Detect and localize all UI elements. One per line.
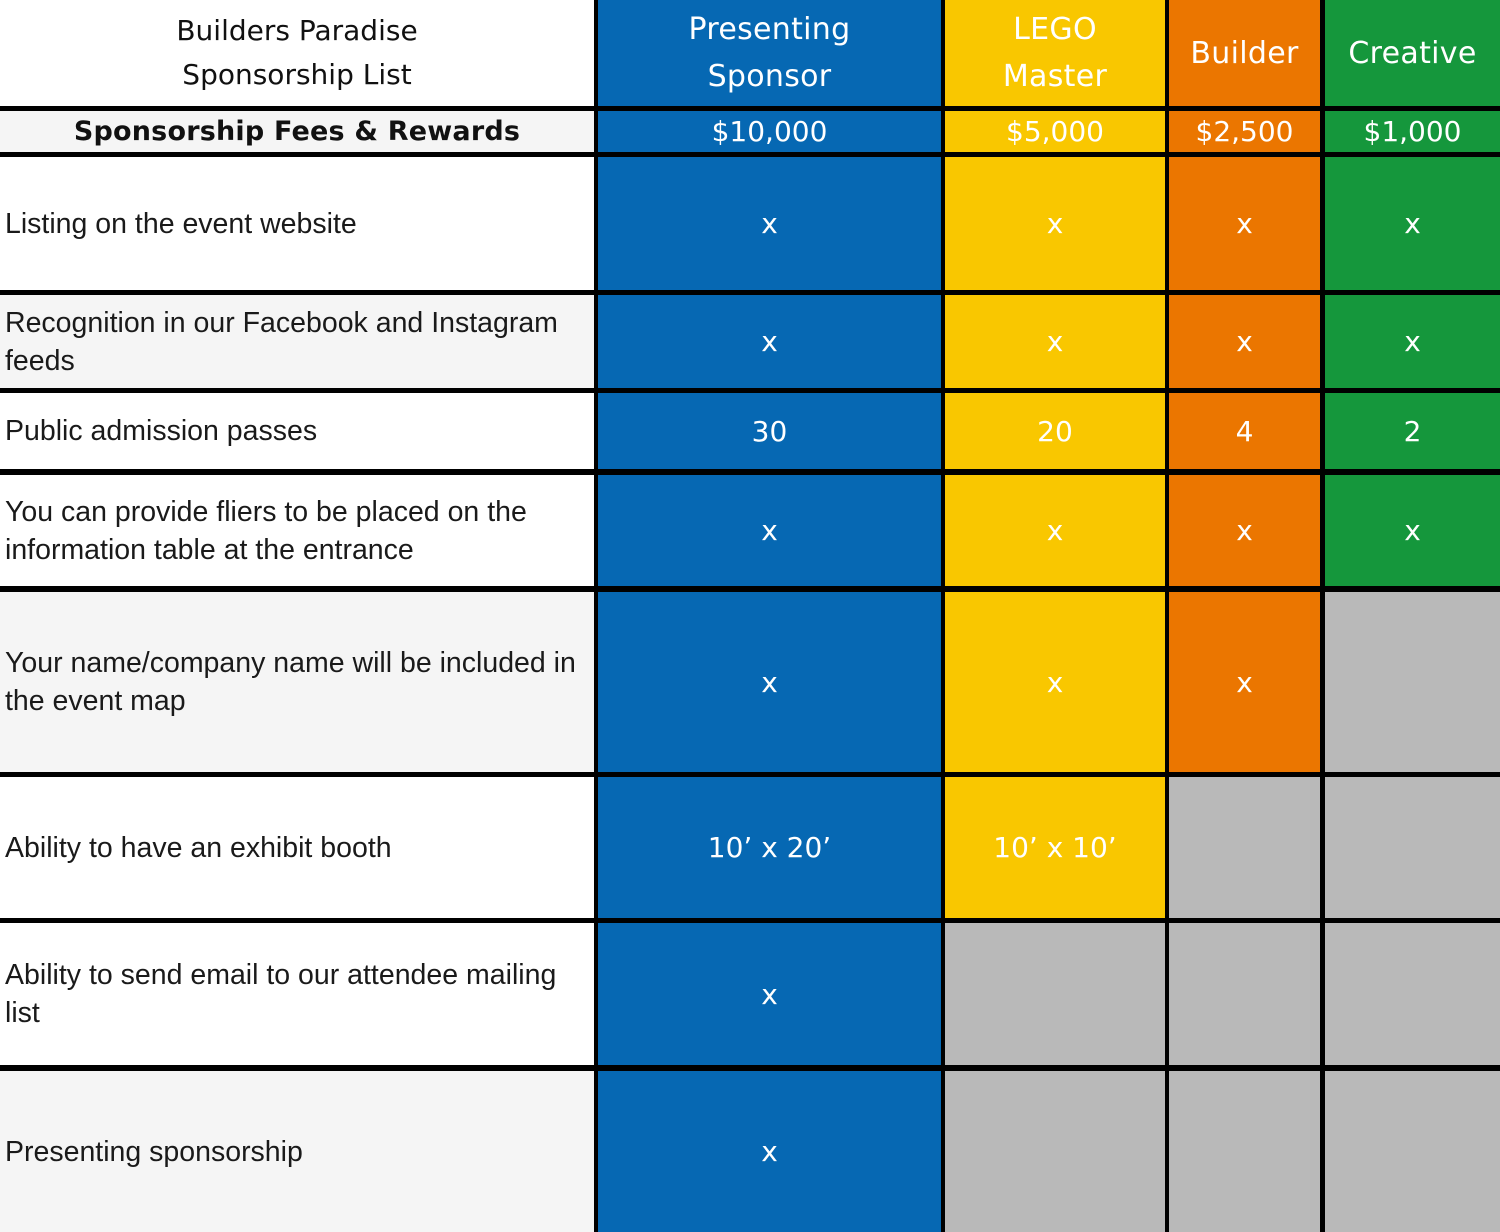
benefit-cell: x <box>598 592 941 772</box>
tier-price-presenting: $10,000 <box>598 111 941 152</box>
tier-header-lego-master <box>945 0 1165 106</box>
feature-label: Presenting sponsorship <box>0 1071 594 1232</box>
benefit-cell: x <box>945 295 1165 388</box>
benefit-cell: x <box>1325 295 1500 388</box>
benefit-cell: 20 <box>945 393 1165 469</box>
benefit-cell: x <box>945 592 1165 772</box>
unavailable-cell <box>1325 1071 1500 1232</box>
benefit-cell: x <box>598 1071 941 1232</box>
tier-price-builder: $2,500 <box>1169 111 1320 152</box>
tier-name-line-2: Sponsor <box>707 59 832 94</box>
unavailable-cell <box>945 1071 1165 1232</box>
feature-label: Ability to have an exhibit booth <box>0 777 594 918</box>
benefit-cell: x <box>598 157 941 290</box>
feature-label: Ability to send email to our attendee mailing list <box>0 923 594 1065</box>
benefit-cell: x <box>1325 475 1500 586</box>
benefit-cell: x <box>1169 157 1320 290</box>
benefit-cell: 30 <box>598 393 941 469</box>
fees-label: Sponsorship Fees & Rewards <box>0 111 594 152</box>
unavailable-cell <box>1169 923 1320 1065</box>
tier-header-presenting <box>598 0 941 106</box>
feature-label: Public admission passes <box>0 393 594 469</box>
tier-price-creative: $1,000 <box>1325 111 1500 152</box>
title-line-1: Builders Paradise <box>176 14 418 47</box>
unavailable-cell <box>1325 777 1500 918</box>
feature-label: Recognition in our Facebook and Instagram feeds <box>0 295 594 388</box>
benefit-cell: x <box>945 157 1165 290</box>
tier-name-line-2: Master <box>1002 59 1108 94</box>
tier-header-builder <box>1169 0 1320 106</box>
benefit-cell: x <box>1169 475 1320 586</box>
benefit-cell: x <box>1169 295 1320 388</box>
benefit-cell: x <box>945 475 1165 586</box>
benefit-cell: x <box>598 295 941 388</box>
benefit-cell: x <box>598 923 941 1065</box>
tier-header-creative <box>1325 0 1500 106</box>
benefit-cell: 4 <box>1169 393 1320 469</box>
benefit-cell: 2 <box>1325 393 1500 469</box>
unavailable-cell <box>1325 923 1500 1065</box>
unavailable-cell <box>1325 592 1500 772</box>
tier-name: Builder <box>1190 35 1299 71</box>
tier-name: Creative <box>1348 35 1477 71</box>
unavailable-cell <box>1169 1071 1320 1232</box>
tier-name-line-1: Presenting <box>688 12 851 47</box>
benefit-cell: 10’ x 10’ <box>945 777 1165 918</box>
unavailable-cell <box>945 923 1165 1065</box>
benefit-cell: x <box>1325 157 1500 290</box>
feature-label: You can provide fliers to be placed on the information table at the entrance <box>0 475 594 586</box>
benefit-cell: x <box>598 475 941 586</box>
tier-price-lego-master: $5,000 <box>945 111 1165 152</box>
unavailable-cell <box>1169 777 1320 918</box>
table-title <box>0 0 594 106</box>
feature-label: Your name/company name will be included in the event map <box>0 592 594 772</box>
benefit-cell: x <box>1169 592 1320 772</box>
title-line-2: Sponsorship List <box>182 58 412 91</box>
tier-name-line-1: LEGO <box>1013 12 1097 47</box>
feature-label: Listing on the event website <box>0 157 594 290</box>
benefit-cell: 10’ x 20’ <box>598 777 941 918</box>
